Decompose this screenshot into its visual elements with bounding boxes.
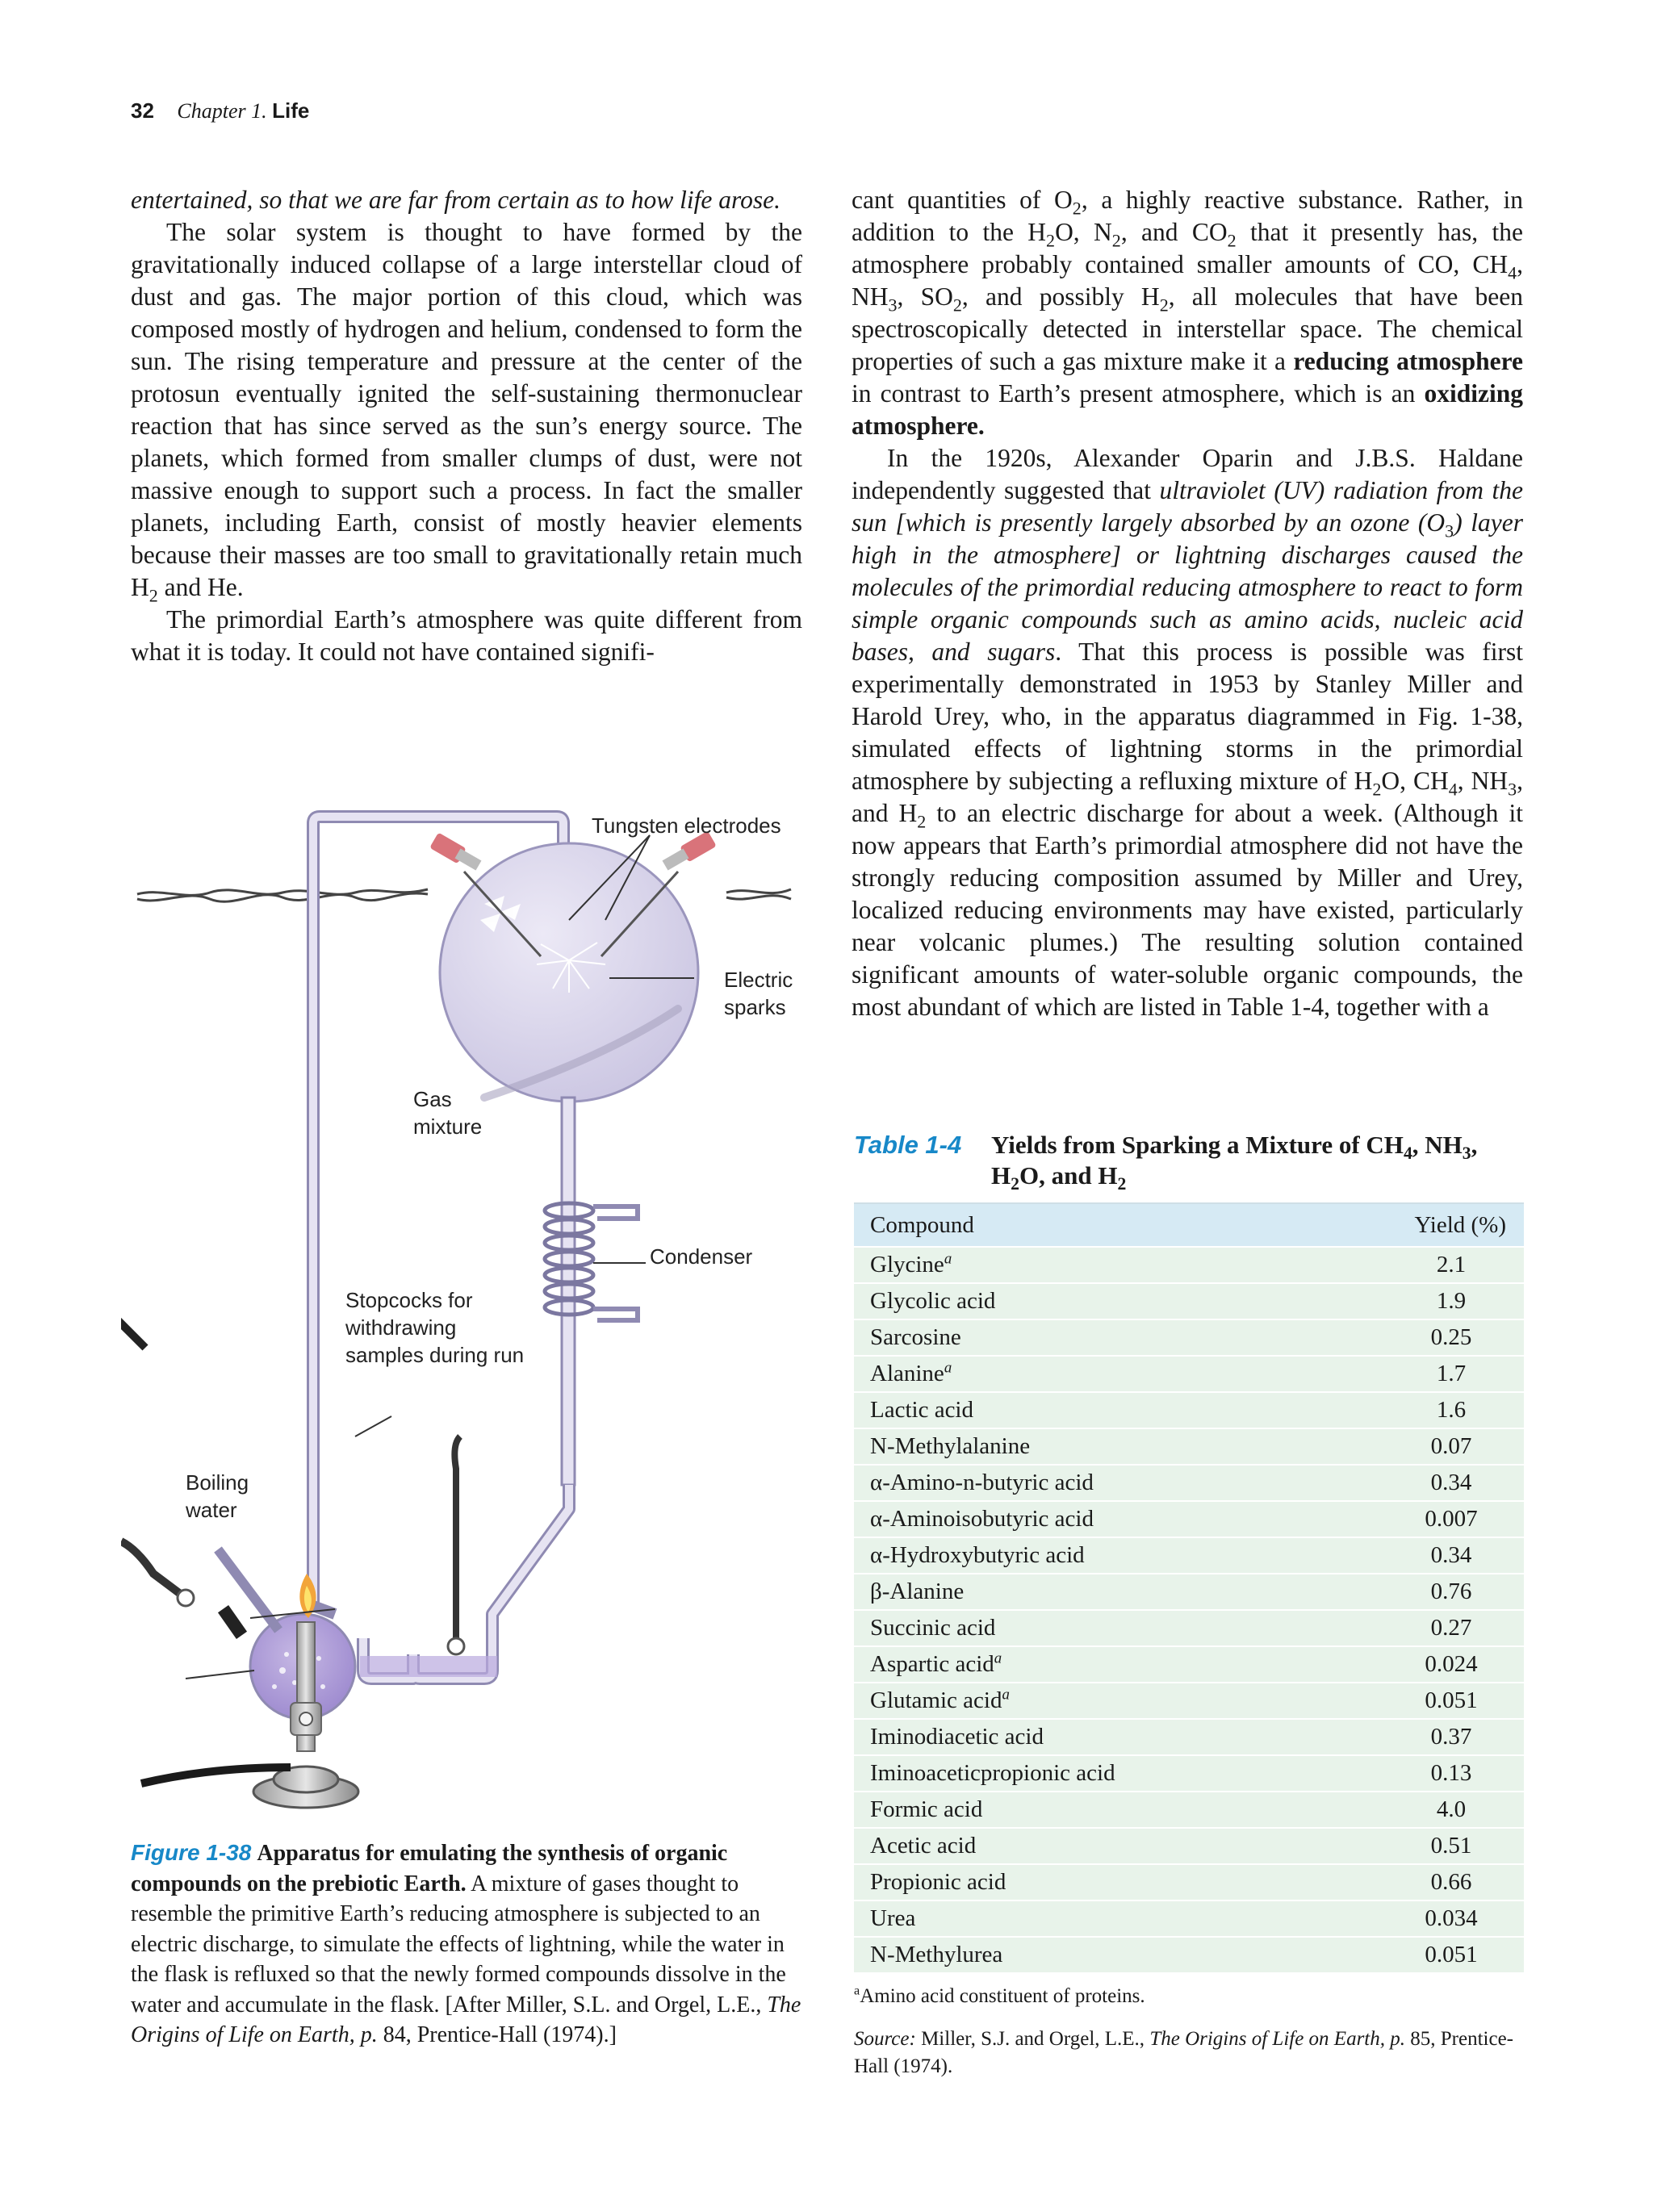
paragraph: In the 1920s, Alexander Oparin and J.B.S. Haldane independently suggested that ultraviolet (UV) radiation from the sun [which is presently largely absorbed by an ozone $(O_3)$ layer high in the atmosphere] or lightning discharges caused the molecules of the primordial reducing atmosphere to react to form simple organic compounds such as amino acids, nucleic acid bases, and sugars. That this process is possible was first experimentally demonstrated in 1953 by Stanley Miller and Harold Urey, who, in the apparatus diagrammed in Fig. 1-38, simulated effects of lightning storms in the primordial atmosphere by subjecting a refluxing mixture of $H_2O$, $CH_4$, $NH_3$, and $H_2$ to an electric discharge for about a week. (Although it now appears that Earth’s primordial atmosphere did not have the strongly reducing composition assumed by Miller and Urey, localized reducing environments may have existed, particularly near volcanic plumes.) The resulting solution contained significant amounts of water-soluble organic compounds, the most abundant of which are listed in Table 1-4, together with a [852, 444, 1523, 1021]
table-row [854, 1863, 1524, 1900]
compound-cell: N-Methylalanine [870, 1433, 1031, 1459]
table-row [854, 1355, 1524, 1391]
yield-cell: 0.25 [1430, 1324, 1472, 1350]
yield-cell: 4.0 [1436, 1796, 1467, 1822]
yield-cell: 0.13 [1430, 1760, 1472, 1786]
yield-cell: 0.051 [1425, 1942, 1478, 1967]
table-row [854, 1537, 1524, 1573]
yield-cell: 0.37 [1430, 1724, 1472, 1750]
compound-cell: α-Amino-n-butyric acid [870, 1470, 1094, 1495]
compound-cell: Lactic acid [870, 1397, 973, 1423]
table-row [854, 1718, 1524, 1754]
table-row [854, 1936, 1524, 1972]
yield-cell: 0.034 [1425, 1905, 1478, 1931]
yield-cell: 0.007 [1425, 1506, 1478, 1532]
table-row [854, 1319, 1524, 1355]
paragraph: cant quantities of $O_2$, a highly reactive substance. Rather, in addition to the $H_2O$, $N_2$, and $CO_2$ that it presently has, the atmosphere probably contained smaller amounts of CO, $CH_4$, $NH_3$, $SO_2$, and possibly $H_2$, all molecules that have been spectroscopically detected in interstellar space. The chemical properties of such a gas mixture make it a reducing atmosphere in contrast to Earth’s present atmosphere, which is an oxidizing atmosphere. [852, 186, 1523, 440]
compound-cell: α-Aminoisobutyric acid [870, 1506, 1094, 1532]
chapter-title: Life [272, 98, 310, 123]
right-column-text [852, 184, 1523, 1023]
table-row [854, 1645, 1524, 1682]
stopcock-right [448, 1638, 464, 1654]
table-row [854, 1827, 1524, 1863]
yield-cell: 1.7 [1436, 1361, 1467, 1386]
yields-table [854, 1202, 1524, 1972]
table-row [854, 1464, 1524, 1500]
compound-cell: Succinic acid [870, 1615, 996, 1641]
column-header-compound: Compound [870, 1211, 974, 1238]
label-condenser: Condenser [650, 1244, 753, 1269]
compound-cell: Glycolic acid [870, 1288, 996, 1314]
compound-cell: Formic acid [870, 1796, 983, 1822]
yield-cell: 0.34 [1430, 1470, 1472, 1495]
paragraph: entertained, so that we are far from certain as to how life arose. [131, 186, 780, 214]
yield-cell: 0.51 [1430, 1833, 1472, 1859]
page-number: 32 [131, 98, 154, 123]
compound-cell: Aspartic acid$^a$ [870, 1650, 1002, 1677]
yield-cell: 1.6 [1436, 1397, 1467, 1423]
u-tube [363, 1485, 569, 1679]
table-row [854, 1428, 1524, 1464]
term-oxidizing-atmosphere: oxidizing atmosphere. [852, 379, 1523, 440]
compound-cell: β-Alanine [870, 1579, 965, 1604]
table-row [854, 1500, 1524, 1537]
table-row [854, 1391, 1524, 1428]
yield-cell: 0.27 [1430, 1615, 1472, 1641]
table-row [854, 1900, 1524, 1936]
yield-cell: 1.9 [1436, 1288, 1467, 1314]
table-row [854, 1609, 1524, 1645]
label-boiling-water: Boiling water [186, 1470, 249, 1522]
compound-cell: Urea [870, 1905, 916, 1931]
compound-cell: Acetic acid [870, 1833, 977, 1859]
table-row [854, 1754, 1524, 1791]
compound-cell: Iminodiacetic acid [870, 1724, 1044, 1750]
table-row [854, 1791, 1524, 1827]
paragraph: The primordial Earth’s atmosphere was quite different from what it is today. It could not have contained signifi- [131, 605, 802, 666]
left-column-text [131, 184, 802, 668]
compound-cell: Iminoaceticpropionic acid [870, 1760, 1115, 1786]
running-header [131, 98, 309, 123]
compound-cell: N-Methylurea [870, 1942, 1003, 1967]
table-row [854, 1246, 1524, 1282]
term-reducing-atmosphere: reducing atmosphere [1293, 347, 1523, 375]
label-electric-sparks: Electric sparks [724, 968, 793, 1019]
yield-cell: 0.07 [1430, 1433, 1472, 1459]
label-gas-mixture: Gas mixture [413, 1087, 483, 1139]
yield-cell: 0.66 [1430, 1869, 1472, 1895]
yield-cell: 0.76 [1430, 1579, 1472, 1604]
compound-cell: α-Hydroxybutyric acid [870, 1542, 1085, 1568]
table-row [854, 1282, 1524, 1319]
yield-cell: 2.1 [1436, 1252, 1467, 1277]
chapter-label: Chapter 1. [177, 99, 267, 123]
compound-cell: Glycine$^a$ [870, 1250, 952, 1277]
yield-cell: 0.024 [1425, 1651, 1478, 1677]
yield-cell: 0.051 [1425, 1687, 1478, 1713]
condenser-coil [545, 1203, 638, 1320]
compound-cell: Alanine$^a$ [870, 1359, 952, 1386]
figure-label: Figure 1-38 [131, 1840, 252, 1865]
label-tungsten-electrodes: Tungsten electrodes [592, 813, 781, 838]
paragraph: The solar system is thought to have formed by the gravitationally induced collapse of a large interstellar cloud of dust and gas. The major portion of this cloud, which was composed mostly of hydrogen and helium, condensed to form the sun. The rising temperature and pressure at the center of the protosun eventually ignited the self-sustaining thermonuclear reaction that has since served as the sun’s energy source. The planets, which formed from smaller clumps of dust, were not massive enough to support such a process. In fact the smaller planets, including Earth, consist of mostly heavier elements because their masses are too small to gravitationally retain much $H_2$ and He. [131, 218, 802, 606]
table-header-row [854, 1202, 1524, 1246]
table-row [854, 1682, 1524, 1718]
table-source: Source: Miller, S.J. and Orgel, L.E., The Origins of Life on Earth, p. 85, Prentice-Hall (1974). [854, 2028, 1513, 2077]
compound-cell: Sarcosine [870, 1324, 961, 1350]
stopcock-left [178, 1590, 194, 1606]
table-row [854, 1573, 1524, 1609]
table-label: Table 1-4 [854, 1131, 962, 1159]
column-header-yield: Yield (%) [1414, 1211, 1506, 1238]
label-stopcocks: Stopcocks for withdrawing samples during run [345, 1288, 525, 1367]
compound-cell: Glutamic acid$^a$ [870, 1686, 1010, 1713]
yield-cell: 0.34 [1430, 1542, 1472, 1568]
compound-cell: Propionic acid [870, 1869, 1006, 1895]
table-title: Table 1-4 Yields from Sparking a Mixture of $CH_4$, $NH_3$, $H_2O$, and $H_2$ [854, 1131, 1478, 1194]
figure-caption: Figure 1-38 Apparatus for emulating the synthesis of organic compounds on the prebiotic Earth. A mixture of gases thought to resemble the primitive Earth’s reducing atmosphere is subjected to an electric discharge, to simulate the effects of lightning, while the water in the flask is refluxed so that the newly formed compounds dissolve in the water and accumulate in the flask. [After Miller, S.L. and Orgel, L.E., The Origins of Life on Earth, p. 84, Prentice-Hall (1974).] [131, 1840, 801, 2047]
table-footnote: $^a$Amino acid constituent of proteins. [854, 1983, 1145, 2007]
